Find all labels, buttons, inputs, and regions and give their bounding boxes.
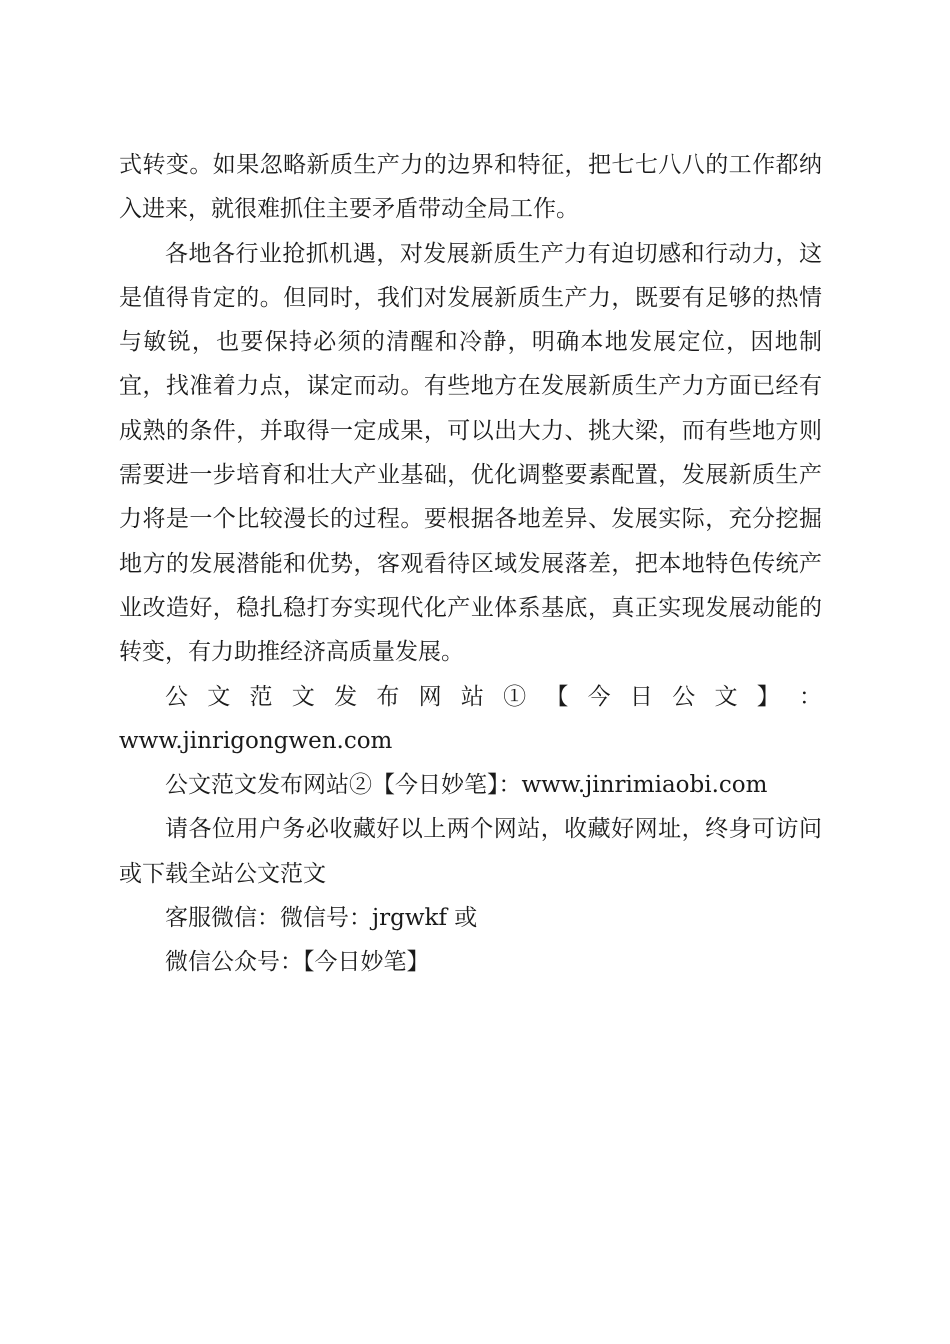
site2-line: 公文范文发布网站②【今日妙笔】：www.jinrimiaobi.com: [165, 772, 768, 799]
wechat-official: 微信公众号：【今日妙笔】: [165, 949, 430, 976]
site1-label: 公 文 范 文 发 布 网 站 ① 【 今 日 公 文 】 ：: [165, 683, 822, 710]
notice-text: 请各位用户务必收藏好以上两个网站，收藏好网址，终身可访问或下载全站公文范文: [119, 816, 822, 887]
site1-url: www.jinrigongwen.com: [119, 727, 393, 754]
wechat-service: 客服微信：微信号：jrgwkf 或: [165, 905, 478, 932]
paragraph-continuation: 式转变。如果忽略新质生产力的边界和特征，把七七八八的工作都纳入进来，就很难抓住主要矛盾带动全局工作。: [119, 152, 822, 223]
document-page: [119, 143, 822, 985]
paragraph-main: 各地各行业抢抓机遇，对发展新质生产力有迫切感和行动力，这是值得肯定的。但同时，我们对发展新质生产力，既要有足够的热情与敏锐，也要保持必须的清醒和冷静，明确本地发展定位，因地制宜，找准着力点，谋定而动。有些地方在发展新质生产力方面已经有成熟的条件，并取得一定成果，可以出大力、挑大梁，而有些地方则需要进一步培育和壮大产业基础，优化调整要素配置，发展新质生产力将是一个比较漫长的过程。要根据各地差异、发展实际，充分挖掘地方的发展潜能和优势，客观看待区域发展落差，把本地特色传统产业改造好，稳扎稳打夯实现代化产业体系基底，真正实现发展动能的转变，有力助推经济高质量发展。: [119, 240, 822, 666]
